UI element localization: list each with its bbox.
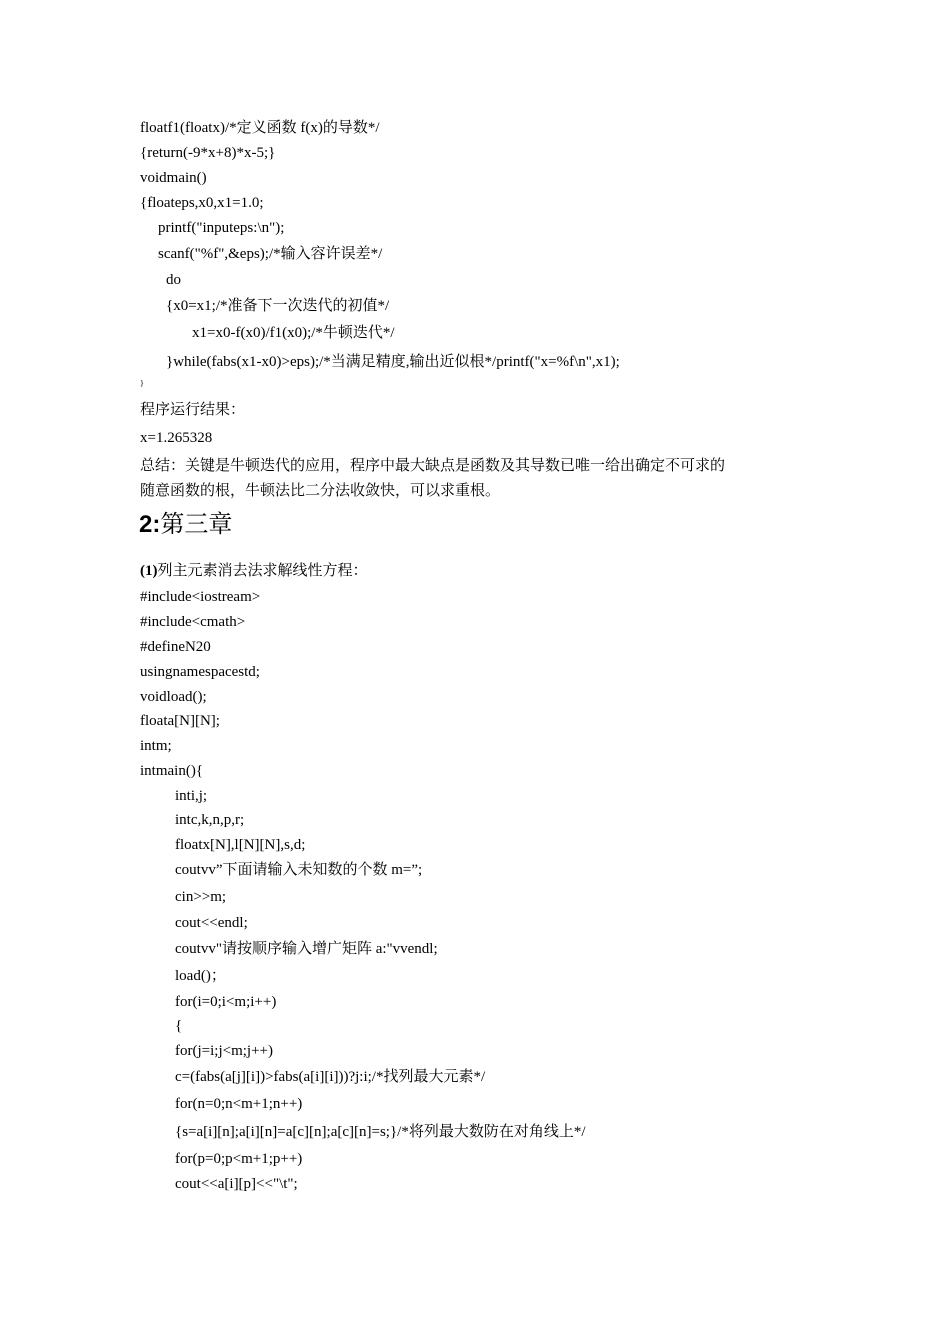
code-line: load()； [175, 968, 226, 984]
code-line: voidmain() [140, 170, 207, 186]
code-line: coutvv"请按顺序输入增广矩阵 a:"vvendl; [175, 941, 438, 957]
code-line: }while(fabs(x1-x0)>eps);/*当满足精度,输出近似根*/printf("x=%f\n",x1); [166, 354, 620, 370]
code-line: for(j=i;j<m;j++) [175, 1043, 273, 1059]
code-line: {s=a[i][n];a[i][n]=a[c][n];a[c][n]=s;}/*将列最大数防在对角线上*/ [175, 1124, 586, 1140]
code-line: #include<cmath> [140, 614, 246, 630]
code-line: voidload(); [140, 689, 207, 705]
code-line: for(p=0;p<m+1;p++) [175, 1151, 303, 1167]
code-line: printf("inputeps:\n"); [158, 220, 285, 236]
code-line: intmain(){ [140, 763, 204, 779]
code-line: scanf("%f",&eps);/*输入容许误差*/ [158, 246, 383, 262]
code-line: usingnamespacestd; [140, 664, 260, 680]
code-line: #include<iostream> [140, 589, 261, 605]
code-line: intc,k,n,p,r; [175, 812, 245, 828]
code-line: { [175, 1018, 183, 1034]
result-label: 程序运行结果： [140, 402, 246, 418]
code-line: #defineN20 [140, 639, 211, 655]
code-line: cout<<endl; [175, 915, 248, 931]
code-line: {return(-9*x+8)*x-5;} [140, 145, 276, 161]
chapter-number: 2: [139, 511, 161, 538]
summary-line: 总结：关键是牛顿迭代的应用，程序中最大缺点是函数及其导数已唯一给出确定不可求的 [140, 458, 726, 474]
code-line: do [166, 272, 181, 288]
chapter-heading [139, 510, 232, 540]
code-line: for(n=0;n<m+1;n++) [175, 1096, 303, 1112]
chapter-title: 第三章 [160, 512, 233, 538]
section-title: 列主元素消去法求解线性方程： [157, 563, 368, 579]
section-heading [140, 561, 368, 581]
summary-line: 随意函数的根，牛顿法比二分法收敛快，可以求重根。 [140, 483, 501, 499]
code-line: {floateps,x0,x1=1.0; [140, 195, 264, 211]
code-line: c=(fabs(a[j][i])>fabs(a[i][i]))?j:i;/*找列最大元素*/ [175, 1069, 486, 1085]
code-line: } [140, 379, 144, 388]
code-line: floata[N][N]; [140, 713, 220, 729]
code-line: intm; [140, 738, 172, 754]
code-line: cin>>m; [175, 889, 227, 905]
code-line: inti,j; [175, 788, 208, 804]
code-line: for(i=0;i<m;i++) [175, 994, 277, 1010]
code-line: floatx[N],l[N][N],s,d; [175, 837, 306, 853]
code-line: coutvv”下面请输入未知数的个数 m=”; [175, 862, 423, 878]
section-number: (1) [140, 563, 158, 579]
result-value: x=1.265328 [140, 430, 213, 446]
code-line: {x0=x1;/*准备下一次迭代的初值*/ [166, 298, 390, 314]
code-line: x1=x0-f(x0)/f1(x0);/*牛顿迭代*/ [192, 325, 395, 341]
code-line: cout<<a[i][p]<<"\t"; [175, 1176, 298, 1192]
code-line: floatf1(floatx)/*定义函数 f(x)的导数*/ [140, 120, 380, 136]
